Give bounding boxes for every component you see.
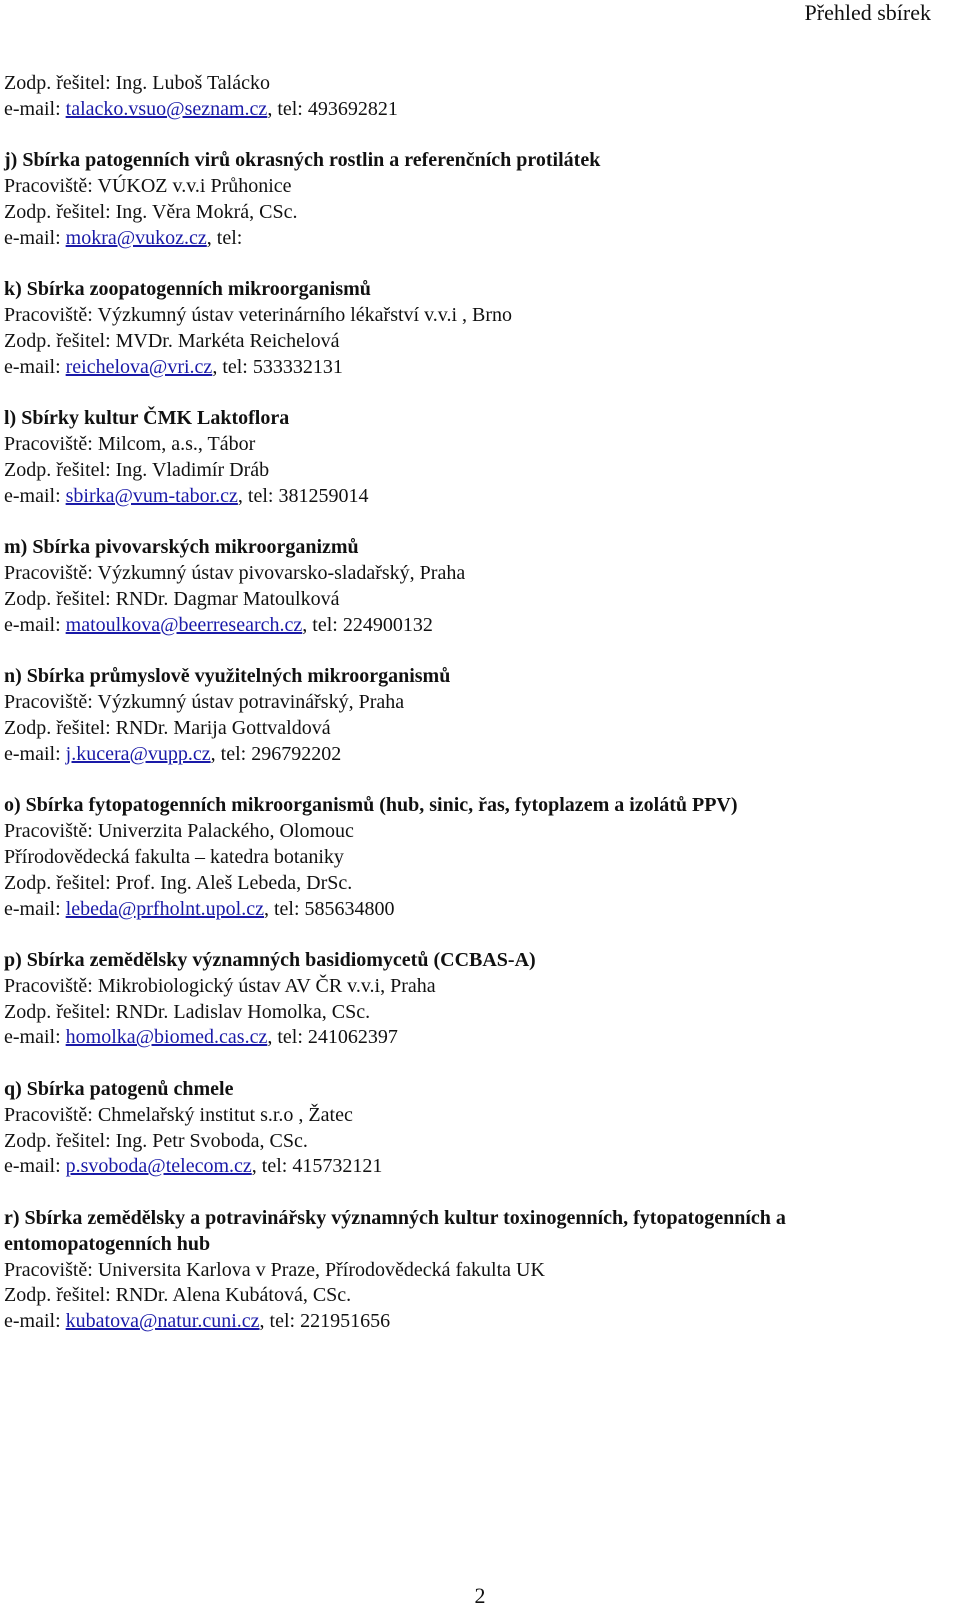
intro-contact-line [4, 97, 944, 123]
phone-text: , tel: 296792202 [210, 742, 342, 765]
contact-line [4, 1025, 944, 1051]
email-label: e-mail: [4, 355, 66, 378]
email-label: e-mail: [4, 226, 66, 249]
email-link[interactable]: kubatova@natur.cuni.cz [65, 1310, 260, 1333]
spacer [4, 768, 944, 794]
collection-title: k) Sbírka zoopatogenních mikroorganismů [4, 278, 371, 301]
collection-title: n) Sbírka průmyslově využitelných mikroorganismů [4, 665, 451, 688]
collection-title: j) Sbírka patogenních virů okrasných rostlin a referenčních protilátek [4, 149, 601, 172]
phone-text: , tel: [206, 226, 243, 249]
collection-entry [4, 1077, 944, 1206]
collection-entry [4, 148, 944, 277]
email-link[interactable]: matoulkova@beerresearch.cz [65, 613, 303, 636]
detail-line: Zodp. řešitel: Prof. Ing. Aleš Lebeda, DrSc. [4, 871, 353, 894]
phone-text: , tel: 221951656 [259, 1310, 391, 1333]
workplace-line: Pracoviště: Universita Karlova v Praze, Přírodovědecká fakulta UK [4, 1258, 545, 1281]
email-link[interactable]: j.kucera@vupp.cz [65, 742, 211, 765]
email-label: e-mail: [4, 1310, 66, 1333]
detail-line: Zodp. řešitel: MVDr. Markéta Reichelová [4, 329, 340, 352]
phone-text: , tel: 381259014 [237, 484, 369, 507]
collection-entry [4, 406, 944, 535]
email-label: e-mail: [4, 1026, 66, 1049]
collection-title: r) Sbírka zemědělsky a potravinářsky významných kultur toxinogenních, fytopatogenních a entomopatogenních hub [4, 1207, 786, 1255]
contact-line [4, 897, 944, 923]
contact-line [4, 1154, 944, 1180]
workplace-line: Pracoviště: Výzkumný ústav pivovarsko-sladařský, Praha [4, 562, 466, 585]
page-header-title: Přehled sbírek [804, 0, 931, 25]
collection-entry [4, 948, 944, 1077]
collection-title: m) Sbírka pivovarských mikroorganizmů [4, 536, 359, 559]
workplace-line: Pracoviště: Milcom, a.s., Tábor [4, 433, 256, 456]
email-link[interactable]: sbirka@vum-tabor.cz [65, 484, 238, 507]
email-link[interactable]: homolka@biomed.cas.cz [65, 1026, 268, 1049]
collection-entry [4, 664, 944, 793]
collection-entry [4, 793, 944, 948]
collection-entry [4, 535, 944, 664]
workplace-line: Pracoviště: Výzkumný ústav veterinárního lékařství v.v.i , Brno [4, 304, 513, 327]
email-label: e-mail: [4, 484, 66, 507]
email-label: e-mail: [4, 97, 66, 120]
workplace-line: Pracoviště: Mikrobiologický ústav AV ČR v.v.i, Praha [4, 974, 436, 997]
phone-text: , tel: 533332131 [212, 355, 343, 378]
detail-line: Zodp. řešitel: Ing. Věra Mokrá, CSc. [4, 200, 298, 223]
entry-list [4, 148, 944, 1335]
detail-line: Zodp. řešitel: RNDr. Alena Kubátová, CSc. [4, 1284, 352, 1307]
page-number: 2 [474, 1583, 486, 1608]
collection-title: p) Sbírka zemědělsky významných basidiomycetů (CCBAS-A) [4, 949, 536, 972]
workplace-line: Pracoviště: VÚKOZ v.v.i Průhonice [4, 175, 292, 198]
detail-line: Zodp. řešitel: RNDr. Dagmar Matoulková [4, 587, 340, 610]
spacer [4, 922, 944, 948]
spacer [4, 252, 944, 278]
email-link[interactable]: talacko.vsuo@seznam.cz [65, 97, 268, 120]
spacer [4, 1180, 944, 1206]
spacer [4, 123, 944, 149]
detail-line: Zodp. řešitel: RNDr. Marija Gottvaldová [4, 716, 331, 739]
collection-entry [4, 277, 944, 406]
email-link[interactable]: reichelova@vri.cz [65, 355, 213, 378]
email-link[interactable]: mokra@vukoz.cz [65, 226, 207, 249]
phone-text: , tel: 585634800 [264, 897, 395, 920]
collection-title: q) Sbírka patogenů chmele [4, 1078, 234, 1101]
contact-line [4, 742, 944, 768]
phone-text: , tel: 493692821 [267, 97, 398, 120]
email-label: e-mail: [4, 742, 66, 765]
intro-responsible-person: Zodp. řešitel: Ing. Luboš Talácko [4, 72, 270, 94]
collection-entry [4, 1206, 944, 1335]
workplace-line: Pracoviště: Výzkumný ústav potravinářský, Praha [4, 691, 405, 714]
detail-line: Zodp. řešitel: RNDr. Ladislav Homolka, CSc. [4, 1000, 371, 1023]
detail-line: Zodp. řešitel: Ing. Vladimír Dráb [4, 458, 270, 481]
contact-line [4, 355, 944, 381]
phone-text: , tel: 241062397 [267, 1026, 398, 1049]
document-body [4, 71, 944, 1335]
email-label: e-mail: [4, 1155, 66, 1178]
email-label: e-mail: [4, 613, 66, 636]
spacer [4, 510, 944, 536]
spacer [4, 381, 944, 407]
contact-line [4, 226, 944, 252]
contact-line [4, 484, 944, 510]
workplace-line: Pracoviště: Univerzita Palackého, Olomouc [4, 820, 354, 843]
email-link[interactable]: lebeda@prfholnt.upol.cz [65, 897, 264, 920]
phone-text: , tel: 224900132 [302, 613, 433, 636]
collection-title: o) Sbírka fytopatogenních mikroorganismů (hub, sinic, řas, fytoplazem a izolátů PPV) [4, 794, 738, 817]
collection-title: l) Sbírky kultur ČMK Laktoflora [4, 407, 290, 430]
phone-text: , tel: 415732121 [251, 1155, 383, 1178]
detail-line: Zodp. řešitel: Ing. Petr Svoboda, CSc. [4, 1129, 308, 1152]
email-label: e-mail: [4, 897, 66, 920]
email-link[interactable]: p.svoboda@telecom.cz [65, 1155, 252, 1178]
detail-line: Přírodovědecká fakulta – katedra botaniky [4, 845, 344, 868]
spacer [4, 639, 944, 665]
contact-line [4, 613, 944, 639]
contact-line [4, 1309, 944, 1335]
spacer [4, 1051, 944, 1077]
workplace-line: Pracoviště: Chmelařský institut s.r.o , Žatec [4, 1103, 353, 1126]
